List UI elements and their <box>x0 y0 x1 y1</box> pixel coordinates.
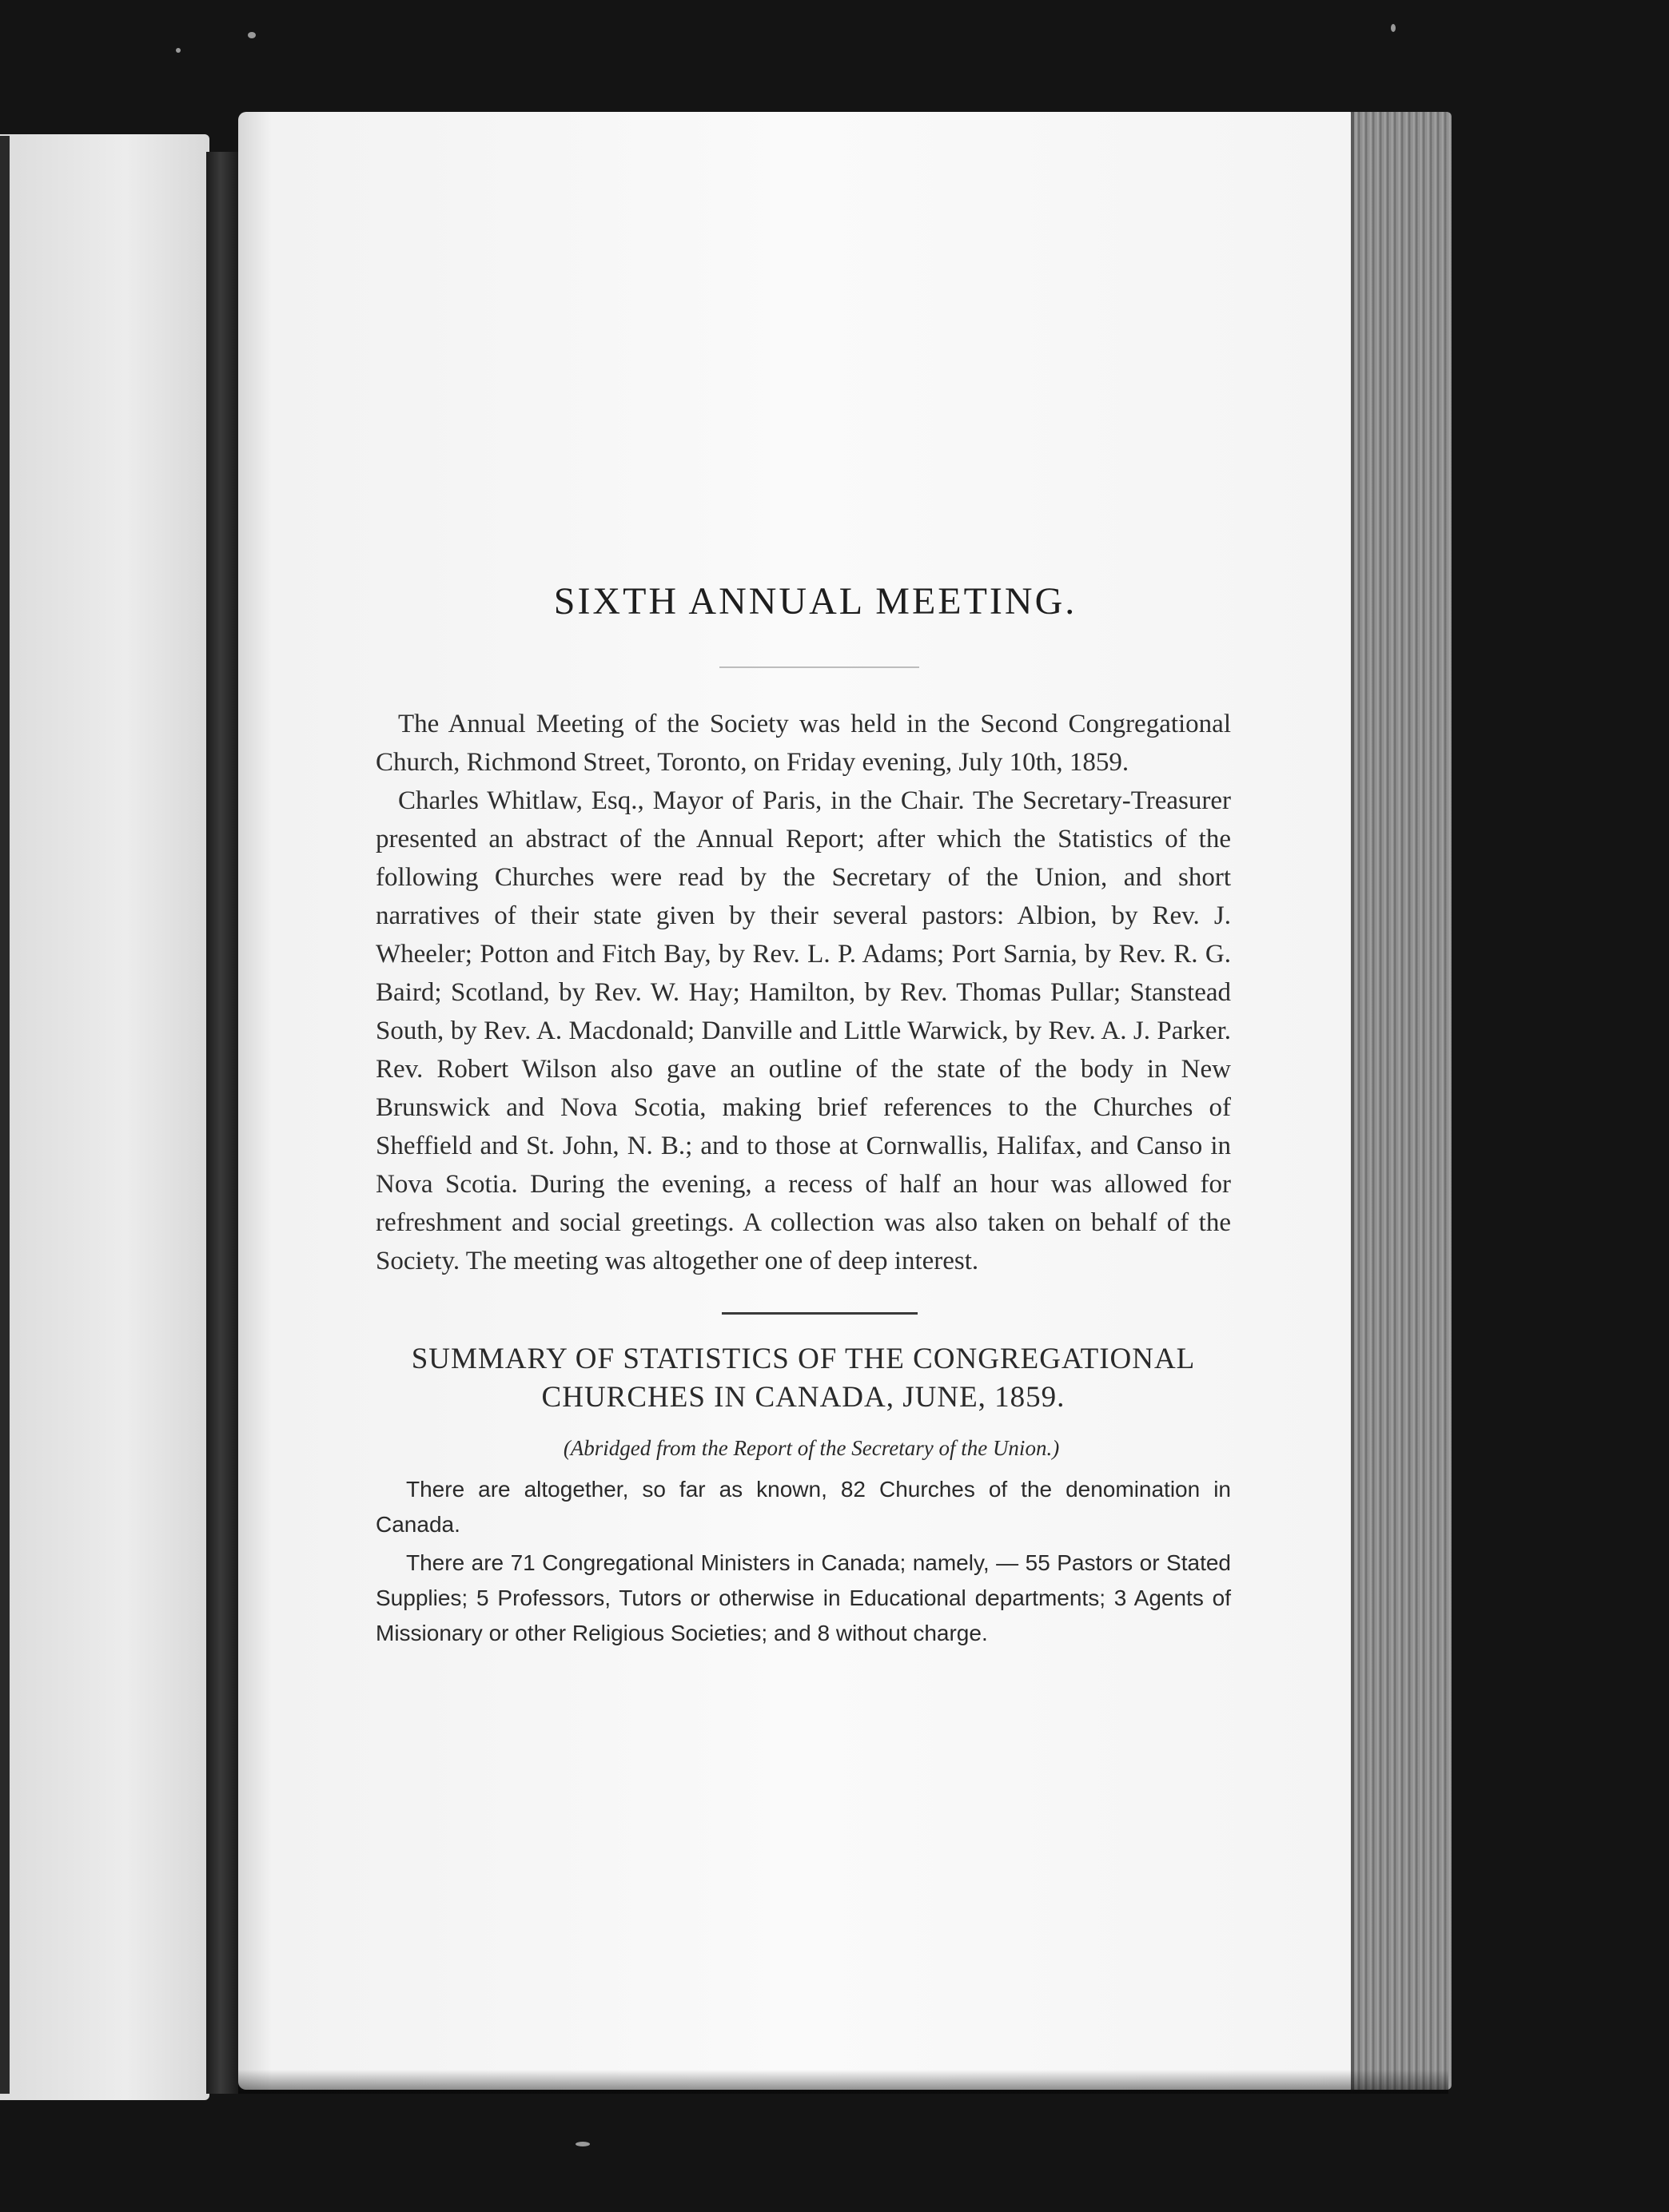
dust-speck <box>576 2142 590 2146</box>
meeting-paragraph: The Annual Meeting of the Society was held in the Second Congregational Church, Richmond Street, Toronto, on Friday evening, July 10th, 1859. <box>376 710 1231 777</box>
left-facing-page <box>0 134 209 2100</box>
page-content <box>376 579 1231 1651</box>
dust-speck <box>1391 24 1396 32</box>
title-divider <box>719 666 919 668</box>
summary-paragraph: There are 71 Congregational Ministers in Canada; namely, — 55 Pastors or Stated Supplies; 5 Professors, Tutors or otherwise in Educational departments; 3 Agents of Missionary or other Religious Societies; and 8 without charge. <box>376 1550 1231 1645</box>
page-shadow <box>238 2070 1448 2094</box>
summary-heading-line: SUMMARY OF STATISTICS OF THE CONGREGATIONAL <box>411 1343 1196 1375</box>
section-divider <box>722 1312 918 1315</box>
summary-heading <box>376 1340 1231 1417</box>
summary-paragraph: There are altogether, so far as known, 82 Churches of the denomination in Canada. <box>376 1477 1231 1537</box>
meeting-paragraph: Charles Whitlaw, Esq., Mayor of Paris, in the Chair. The Secretary-Treasurer presented an abstract of the Annual Report; after which the Statistics of the following Churches were read by the Secretary of the Union, and short narratives of their state given by their several pastors: Albion, by Rev. J. Wheeler; Potton and Fitch Bay, by Rev. L. P. Adams; Port Sarnia, by Rev. R. G. Baird; Scotland, by Rev. W. Hay; Hamilton, by Rev. Thomas Pullar; Stanstead South, by Rev. A. Macdonald; Danville and Little Warwick, by Rev. A. J. Parker. Rev. Robert Wilson also gave an outline of the state of the body in New Brunswick and Nova Scotia, making brief references to the Churches of Sheffield and St. John, N. B.; and to those at Cornwallis, Halifax, and Canso in Nova Scotia. During the evening, a recess of half an hour was allowed for refreshment and social greetings. A collection was also taken on behalf of the Society. The meeting was altogether one of deep interest. <box>376 786 1231 1275</box>
dust-speck <box>176 48 181 53</box>
page-edges <box>1351 112 1452 2090</box>
page-title: SIXTH ANNUAL MEETING. <box>553 580 1077 623</box>
book-gutter <box>206 152 238 2094</box>
dust-speck <box>248 32 256 38</box>
summary-heading-line: CHURCHES IN CANADA, JUNE, 1859. <box>541 1381 1066 1414</box>
left-page-edge <box>0 136 10 2094</box>
summary-note: (Abridged from the Report of the Secretary of the Union.) <box>563 1436 1060 1460</box>
